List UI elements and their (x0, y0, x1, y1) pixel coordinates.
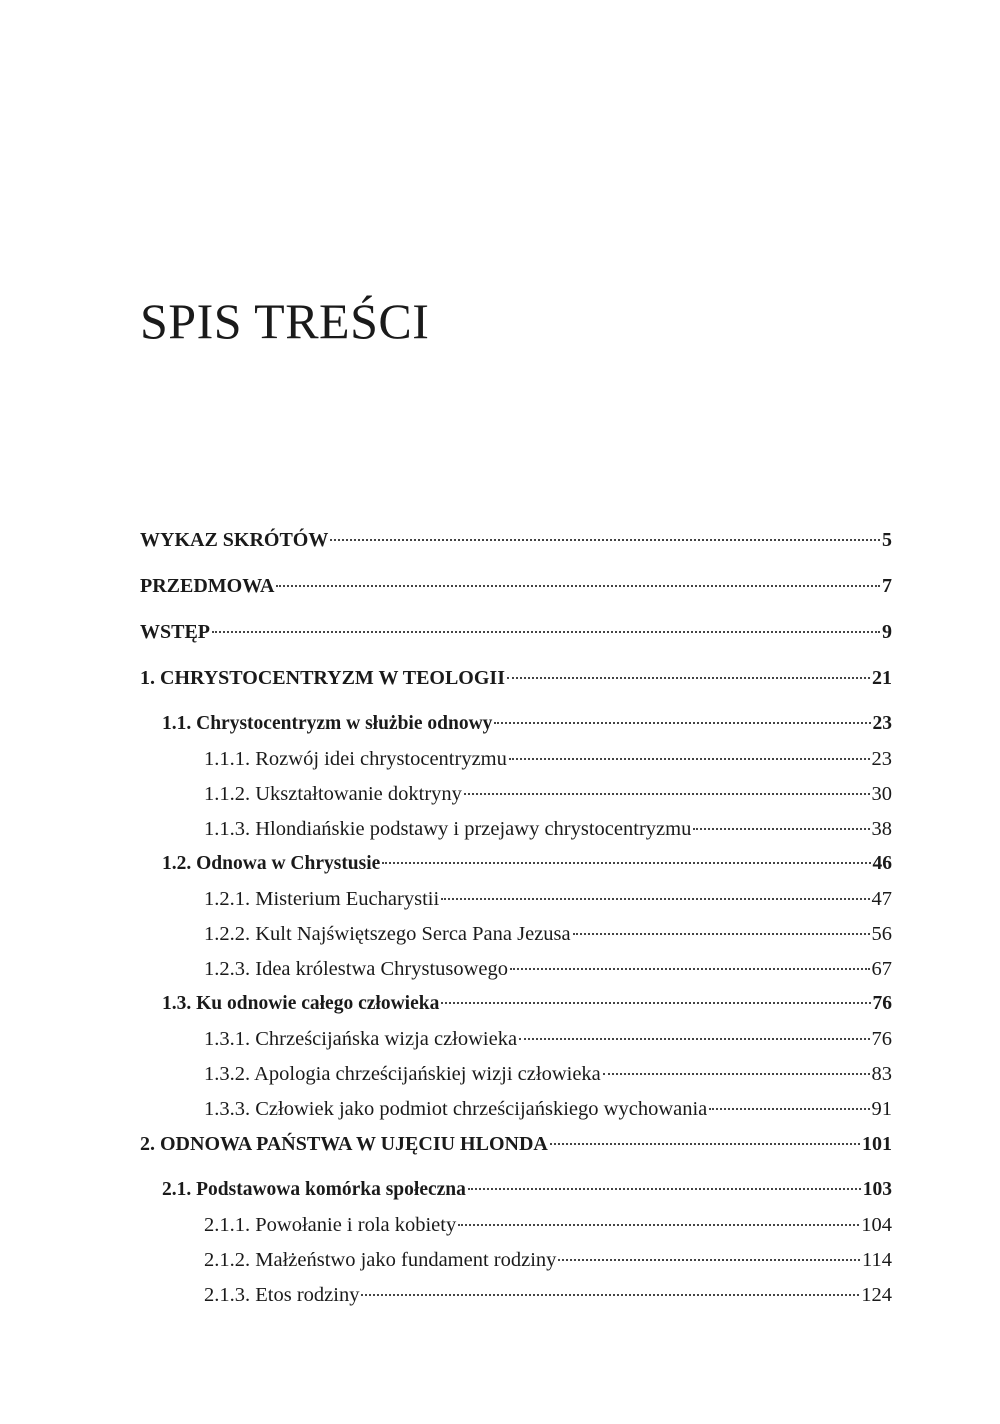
dot-leader (509, 758, 870, 760)
toc-entry-page-number: 76 (871, 1028, 892, 1050)
dot-leader (494, 722, 870, 724)
toc-entry-label: 1. CHRYSTOCENTRYZM W TEOLOGII (140, 667, 505, 689)
dot-leader (519, 1038, 869, 1040)
toc-entry-label: 1.3.3. Człowiek jako podmiot chrześcijańskiego wychowania (204, 1098, 708, 1120)
dot-leader (441, 1002, 870, 1004)
dot-leader (573, 933, 870, 935)
toc-entry-label: 1.2.2. Kult Najświętszego Serca Pana Jezusa (204, 923, 571, 945)
toc-entry[interactable] (140, 1248, 892, 1283)
toc-entry-page-number: 103 (862, 1179, 892, 1200)
toc-entry[interactable] (140, 1213, 892, 1248)
toc-entry-page-number: 104 (861, 1214, 892, 1236)
toc-entry[interactable] (140, 1283, 892, 1318)
dot-leader (276, 585, 880, 587)
dot-leader (464, 793, 870, 795)
toc-entry[interactable] (140, 957, 892, 992)
toc-entry-label: 1.3.1. Chrześcijańska wizja człowieka (204, 1028, 518, 1050)
toc-entry-page-number: 38 (871, 818, 892, 840)
toc-entry[interactable] (140, 1132, 892, 1178)
dot-leader (709, 1108, 869, 1110)
dot-leader (550, 1143, 860, 1145)
toc-entry[interactable] (140, 887, 892, 922)
toc-entry-page-number: 23 (872, 713, 892, 734)
toc-entry-label: 2.1.1. Powołanie i rola kobiety (204, 1214, 457, 1236)
toc-entry-page-number: 56 (871, 923, 892, 945)
toc-entry-page-number: 47 (871, 888, 892, 910)
toc-entry-page-number: 5 (882, 529, 892, 551)
toc-entry-page-number: 67 (871, 958, 892, 980)
toc-entry-label: 1.2.1. Misterium Eucharystii (204, 888, 440, 910)
toc-entry-label: 1.2. Odnowa w Chrystusie (162, 853, 381, 874)
toc-entry[interactable] (140, 620, 892, 666)
dot-leader (468, 1188, 861, 1190)
dot-leader (361, 1294, 859, 1296)
toc-entry-label: WYKAZ SKRÓTÓW (140, 529, 329, 551)
toc-entry-page-number: 7 (882, 575, 892, 597)
toc-entry-label: 2.1. Podstawowa komórka społeczna (162, 1179, 466, 1200)
toc-entry-label: 2.1.2. Małżeństwo jako fundament rodziny (204, 1249, 557, 1271)
toc-entry-page-number: 9 (882, 621, 892, 643)
toc-entry-label: 1.1. Chrystocentryzm w służbie odnowy (162, 713, 493, 734)
dot-leader (441, 898, 869, 900)
toc-entry-label: 1.2.3. Idea królestwa Chrystusowego (204, 958, 509, 980)
table-of-contents (140, 528, 892, 1318)
toc-entry-page-number: 124 (861, 1284, 892, 1306)
toc-entry[interactable] (140, 817, 892, 852)
toc-entry[interactable] (140, 992, 892, 1027)
toc-entry-label: 1.3. Ku odnowie całego człowieka (162, 993, 440, 1014)
dot-leader (693, 828, 869, 830)
dot-leader (382, 862, 870, 864)
dot-leader (603, 1073, 870, 1075)
toc-entry[interactable] (140, 1062, 892, 1097)
toc-entry-page-number: 114 (862, 1249, 892, 1271)
dot-leader (507, 677, 870, 679)
toc-entry-page-number: 83 (871, 1063, 892, 1085)
dot-leader (510, 968, 869, 970)
toc-entry[interactable] (140, 922, 892, 957)
toc-entry[interactable] (140, 712, 892, 747)
toc-entry-label: 2.1.3. Etos rodziny (204, 1284, 360, 1306)
toc-entry[interactable] (140, 1027, 892, 1062)
toc-entry[interactable] (140, 782, 892, 817)
toc-entry-page-number: 23 (871, 748, 892, 770)
toc-entry[interactable] (140, 574, 892, 620)
toc-entry-label: 2. ODNOWA PAŃSTWA W UJĘCIU HLONDA (140, 1133, 548, 1155)
toc-entry-page-number: 46 (872, 853, 892, 874)
toc-entry[interactable] (140, 528, 892, 574)
toc-entry-page-number: 21 (872, 667, 892, 689)
toc-entry[interactable] (140, 666, 892, 712)
toc-entry[interactable] (140, 852, 892, 887)
toc-entry-page-number: 101 (862, 1133, 892, 1155)
toc-entry-label: 1.1.1. Rozwój idei chrystocentryzmu (204, 748, 507, 770)
toc-entry-page-number: 91 (871, 1098, 892, 1120)
toc-entry[interactable] (140, 1178, 892, 1213)
toc-entry-label: WSTĘP (140, 621, 211, 643)
toc-entry-label: 1.1.3. Hlondiańskie podstawy i przejawy chrystocentryzmu (204, 818, 692, 840)
toc-entry-page-number: 76 (872, 993, 892, 1014)
dot-leader (212, 631, 880, 633)
toc-entry-page-number: 30 (871, 783, 892, 805)
dot-leader (558, 1259, 860, 1261)
toc-entry-label: 1.1.2. Ukształtowanie doktryny (204, 783, 462, 805)
toc-entry-label: PRZEDMOWA (140, 575, 275, 597)
toc-entry[interactable] (140, 1097, 892, 1132)
toc-entry[interactable] (140, 747, 892, 782)
dot-leader (330, 539, 880, 541)
dot-leader (458, 1224, 859, 1226)
page-title: SPIS TREŚCI (140, 293, 430, 349)
toc-entry-label: 1.3.2. Apologia chrześcijańskiej wizji człowieka (204, 1063, 601, 1085)
